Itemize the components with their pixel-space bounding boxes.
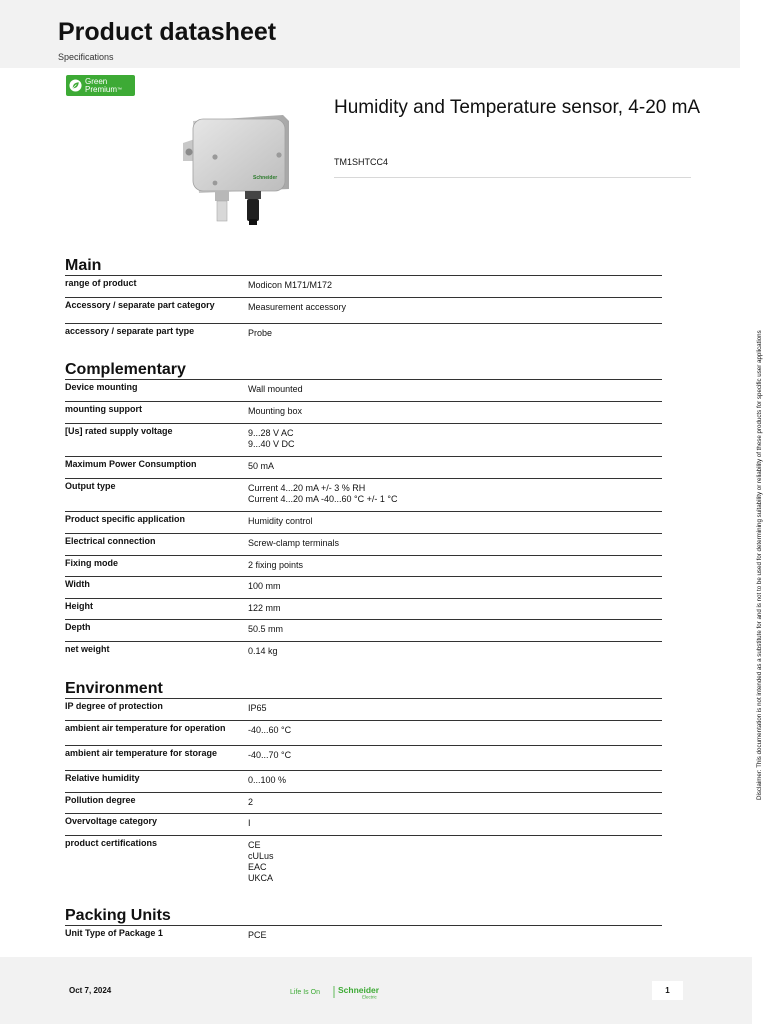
page-number: 1 [652,981,683,1000]
spec-value: Screw-clamp terminals [248,538,340,548]
section-title: Environment [65,679,662,699]
footer-brand-sub: Electric [362,994,377,1000]
page-header [0,0,740,68]
spec-value: 0.14 kg [248,646,278,656]
spec-value: 50.5 mm [248,624,284,634]
spec-row [65,836,662,886]
leaf-icon [69,79,82,92]
product-name: Humidity and Temperature sensor, 4-20 mA [334,97,701,118]
spec-row [65,721,662,746]
spec-key: range of product [65,278,137,288]
spec-value: 122 mm [248,603,281,613]
spec-row [65,620,662,642]
spec-row [65,298,662,324]
spec-key: Accessory / separate part category [65,300,215,310]
footer-brand: Schneider [338,985,380,995]
spec-value: IP65 [248,703,267,713]
spec-key: Device mounting [65,382,138,392]
spec-key: product certifications [65,838,158,848]
spec-row [65,746,662,771]
section-title: Packing Units [65,906,662,926]
spec-value: CE cULus EAC UKCA [248,840,274,883]
green-premium-badge [66,75,135,96]
spec-row [65,771,662,793]
spec-value: I [248,818,251,828]
spec-key: ambient air temperature for storage [65,748,218,758]
section-environment [65,679,662,886]
page-footer [0,957,752,1024]
spec-value: Mounting box [248,406,303,416]
section-title: Main [65,256,662,276]
badge-text [85,78,122,94]
spec-value: 2 fixing points [248,560,304,570]
section-title: Complementary [65,360,662,380]
page-title: Product datasheet [58,18,277,46]
spec-row [65,276,662,298]
spec-key: net weight [65,644,110,654]
spec-value: PCE [248,930,267,940]
spec-row [65,926,662,946]
spec-row [65,424,662,457]
section-main [65,256,662,346]
spec-key: IP degree of protection [65,701,163,711]
spec-value: 2 [248,797,254,807]
spec-value: Measurement accessory [248,302,347,312]
spec-row [65,556,662,577]
footer-tagline: Life Is On [290,989,320,996]
section-packing-units [65,906,662,946]
section-complementary [65,360,662,664]
spec-key: ambient air temperature for operation [65,723,226,733]
spec-value: 50 mA [248,461,275,471]
badge-line2: Premium [85,84,118,94]
spec-value: Modicon M171/M172 [248,280,333,290]
spec-row [65,814,662,836]
spec-value: -40...60 °C [248,725,292,735]
spec-row [65,324,662,346]
spec-key: Overvoltage category [65,816,158,826]
badge-trademark: ™ [117,86,123,93]
spec-value: Current 4...20 mA +/- 3 % RH Current 4...20 mA -40...60 °C +/- 1 °C [248,483,398,504]
spec-row [65,380,662,402]
schneider-logo [290,984,400,1000]
spec-key: Fixing mode [65,558,119,568]
spec-key: Pollution degree [65,795,136,805]
product-reference: TM1SHTCC4 [334,157,389,167]
page-subtitle: Specifications [58,52,114,62]
spec-row [65,699,662,721]
spec-row [65,793,662,814]
spec-value: Wall mounted [248,384,303,394]
product-image [165,105,305,230]
spec-key: Electrical connection [65,536,156,546]
footer-date: Oct 7, 2024 [69,986,112,995]
spec-key: Relative humidity [65,773,140,783]
spec-value: Humidity control [248,516,313,526]
disclaimer-text: Disclaimer: This documentation is not intended as a substitute for and is not to be used for determining suitability or reliability of these products for specific user applications [756,330,763,800]
spec-value: 0...100 % [248,775,287,785]
spec-key: Maximum Power Consumption [65,459,197,469]
divider [334,177,691,178]
spec-row [65,534,662,556]
spec-key: Width [65,579,90,589]
device-brand-label: Schneider [253,175,278,181]
spec-value: 9...28 V AC 9...40 V DC [248,428,295,449]
spec-row [65,457,662,479]
spec-key: Output type [65,481,116,491]
spec-row [65,599,662,620]
spec-key: [Us] rated supply voltage [65,426,173,436]
spec-row [65,402,662,424]
spec-value: 100 mm [248,581,281,591]
spec-value: -40...70 °C [248,750,292,760]
spec-row [65,479,662,512]
disclaimer [750,316,762,800]
spec-key: Unit Type of Package 1 [65,928,163,938]
spec-row [65,642,662,664]
spec-key: Depth [65,622,91,632]
spec-key: Product specific application [65,514,186,524]
spec-key: Height [65,601,93,611]
spec-key: accessory / separate part type [65,326,195,336]
spec-key: mounting support [65,404,142,414]
spec-row [65,512,662,534]
spec-value: Probe [248,328,273,338]
badge-line1: Green [85,76,108,86]
spec-row [65,577,662,599]
